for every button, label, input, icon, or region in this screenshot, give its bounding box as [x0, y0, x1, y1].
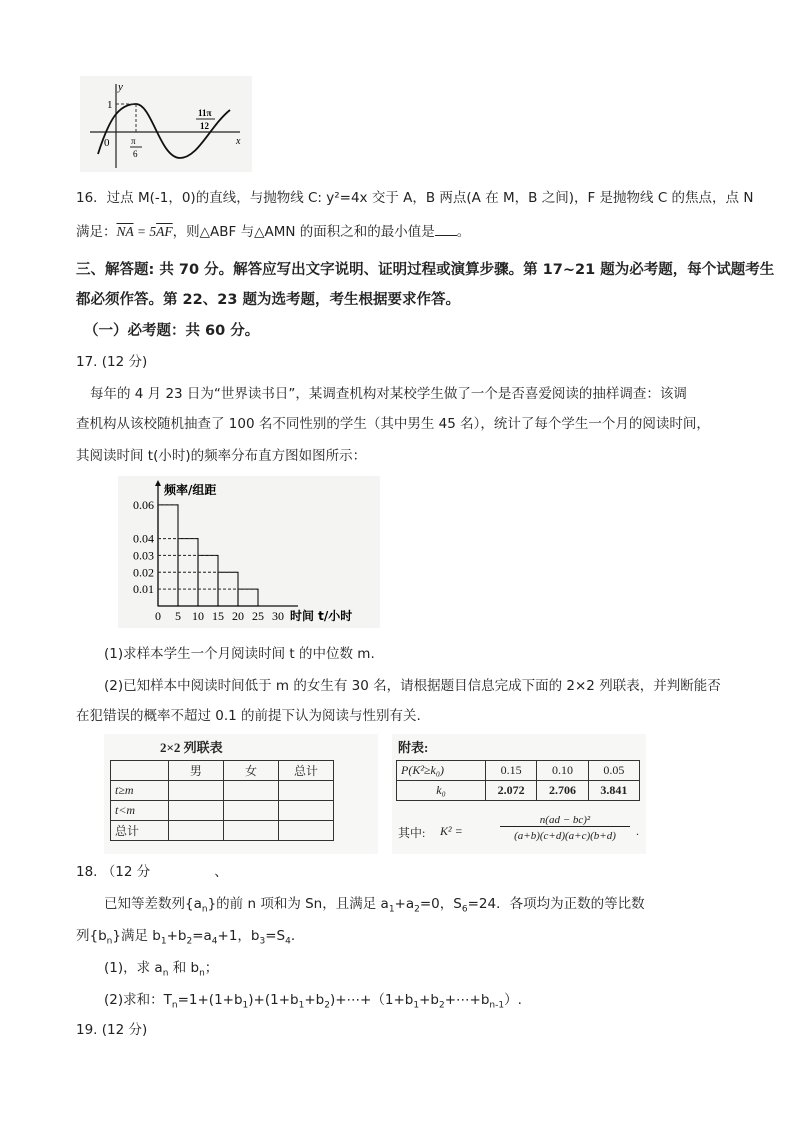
y-axis-arrow — [155, 480, 161, 486]
y-tick-label: 0.03 — [133, 548, 154, 563]
x-tick-label: 25 — [252, 609, 264, 623]
origin-label: 0 — [104, 137, 110, 149]
q16-line2: 满足：$\overline{NA} = 5\overline{AF}$，则△ABF 与△AMN 的面积之和的最小值是 。 — [76, 224, 471, 240]
table-row: t<m — [111, 801, 334, 821]
histogram-figure — [118, 476, 380, 628]
y-tick-label: 0.02 — [133, 565, 154, 580]
q17-part1: (1)求样本学生一个月阅读时间 t 的中位数 m. — [104, 646, 375, 662]
x-tick-label: 10 — [192, 609, 204, 623]
table-row: 总计 — [111, 821, 334, 841]
peak-label: 1 — [107, 99, 113, 111]
contingency-title: 2×2 列联表 — [160, 740, 223, 755]
formula-lhs: K² = — [440, 824, 463, 838]
appendix-title: 附表: — [398, 740, 429, 755]
section3-sub: （一）必考题：共 60 分。 — [84, 323, 260, 339]
q17-part2-line1: (2)已知样本中阅读时间低于 m 的女生有 30 名，请根据题目信息完成下面的 2×2 列联表，并判断能否 — [104, 678, 721, 694]
x-tick-label: 30 — [272, 609, 284, 623]
x-axis-title: 时间 t/小时 — [290, 609, 353, 623]
y-axis-title: 频率/组距 — [164, 483, 217, 497]
table-row: t≥m — [111, 781, 334, 801]
table-row: 男 女 总计 — [111, 761, 334, 781]
histogram — [118, 476, 380, 628]
q16-line1: 16．过点 M(-1，0)的直线，与抛物线 C: y²=4x 交于 A，B 两点(A 在 M，B 之间)，F 是抛物线 C 的焦点，点 N — [76, 190, 754, 206]
x-axis-label: x — [236, 136, 241, 147]
y-axis-label: y — [118, 81, 123, 93]
histogram-bar — [238, 589, 258, 606]
q17-para2: 查机构从该校随机抽查了 100 名不同性别的学生（其中男生 45 名），统计了每个学生一个月的阅读时间， — [76, 416, 710, 432]
answer-blank — [435, 223, 457, 236]
table-row: k₀ 2.072 2.706 3.841 — [397, 781, 640, 801]
section3-line2: 都必须作答。第 22、23 题为选考题，考生根据要求作答。 — [76, 292, 460, 308]
x-tick-label: 5 — [175, 609, 181, 623]
formula-prefix: 其中: — [398, 826, 426, 840]
contingency-table — [110, 760, 334, 841]
pi6-numerator: π — [131, 136, 136, 146]
q18-line1: 已知等差数列$\{a_n\}$的前 n 项和为 Sn，且满足 $a_1+a_2=0$，$S_6=24$．各项均为正数的等比数 — [104, 896, 645, 915]
q17-header: 17. (12 分) — [76, 354, 148, 370]
x-tick-label: 0 — [155, 609, 161, 623]
q19-header: 19. (12 分) — [76, 1022, 148, 1038]
formula-denominator: (a+b)(c+d)(a+c)(b+d) — [514, 830, 616, 842]
histogram-bar — [198, 555, 218, 606]
pi6-denominator: 6 — [133, 149, 138, 159]
sine-graph-figure — [80, 76, 252, 172]
table-row: P(K²≥k₀) 0.15 0.10 0.05 — [397, 761, 640, 781]
x-tick-label: 20 — [232, 609, 244, 623]
sine-graph — [80, 76, 252, 172]
section3-line1: 三、解答题: 共 70 分。解答应写出文字说明、证明过程或演算步骤。第 17~21 题为必考题，每个试题考生 — [76, 262, 775, 278]
q18-part2: (2)求和：$T_n=1+(1+b_1)+(1+b_1+b_2)+\cdots+(1+b_1+b_2+\cdots+b_{n-1})$. — [104, 992, 522, 1011]
formula-numerator: n(ad − bc)² — [500, 814, 630, 827]
end-numerator: 11π — [198, 108, 212, 118]
y-tick-label: 0.04 — [133, 531, 154, 546]
q18-line2: 列$\{b_n\}$满足 $b_1+b_2=a_4+1$，$b_3=S_4$. — [76, 928, 296, 947]
q18-part1: (1)，求 $a_n$ 和 $b_n$； — [104, 960, 219, 979]
appendix-table — [396, 760, 640, 801]
y-tick-label: 0.01 — [133, 582, 154, 597]
q17-para3: 其阅读时间 t(小时)的频率分布直方图如图所示： — [76, 448, 367, 464]
formula-end: . — [636, 824, 639, 838]
end-denominator: 12 — [200, 121, 209, 131]
q17-para1: 每年的 4 月 23 日为“世界读书日”，某调查机构对某校学生做了一个是否喜爱阅读的抽样调查：该调 — [90, 386, 687, 402]
q18-header: 18. （12 分 、 — [76, 864, 228, 880]
x-tick-label: 15 — [212, 609, 224, 623]
y-tick-label: 0.06 — [133, 497, 154, 512]
q17-part2-line2: 在犯错误的概率不超过 0.1 的前提下认为阅读与性别有关. — [76, 708, 421, 724]
